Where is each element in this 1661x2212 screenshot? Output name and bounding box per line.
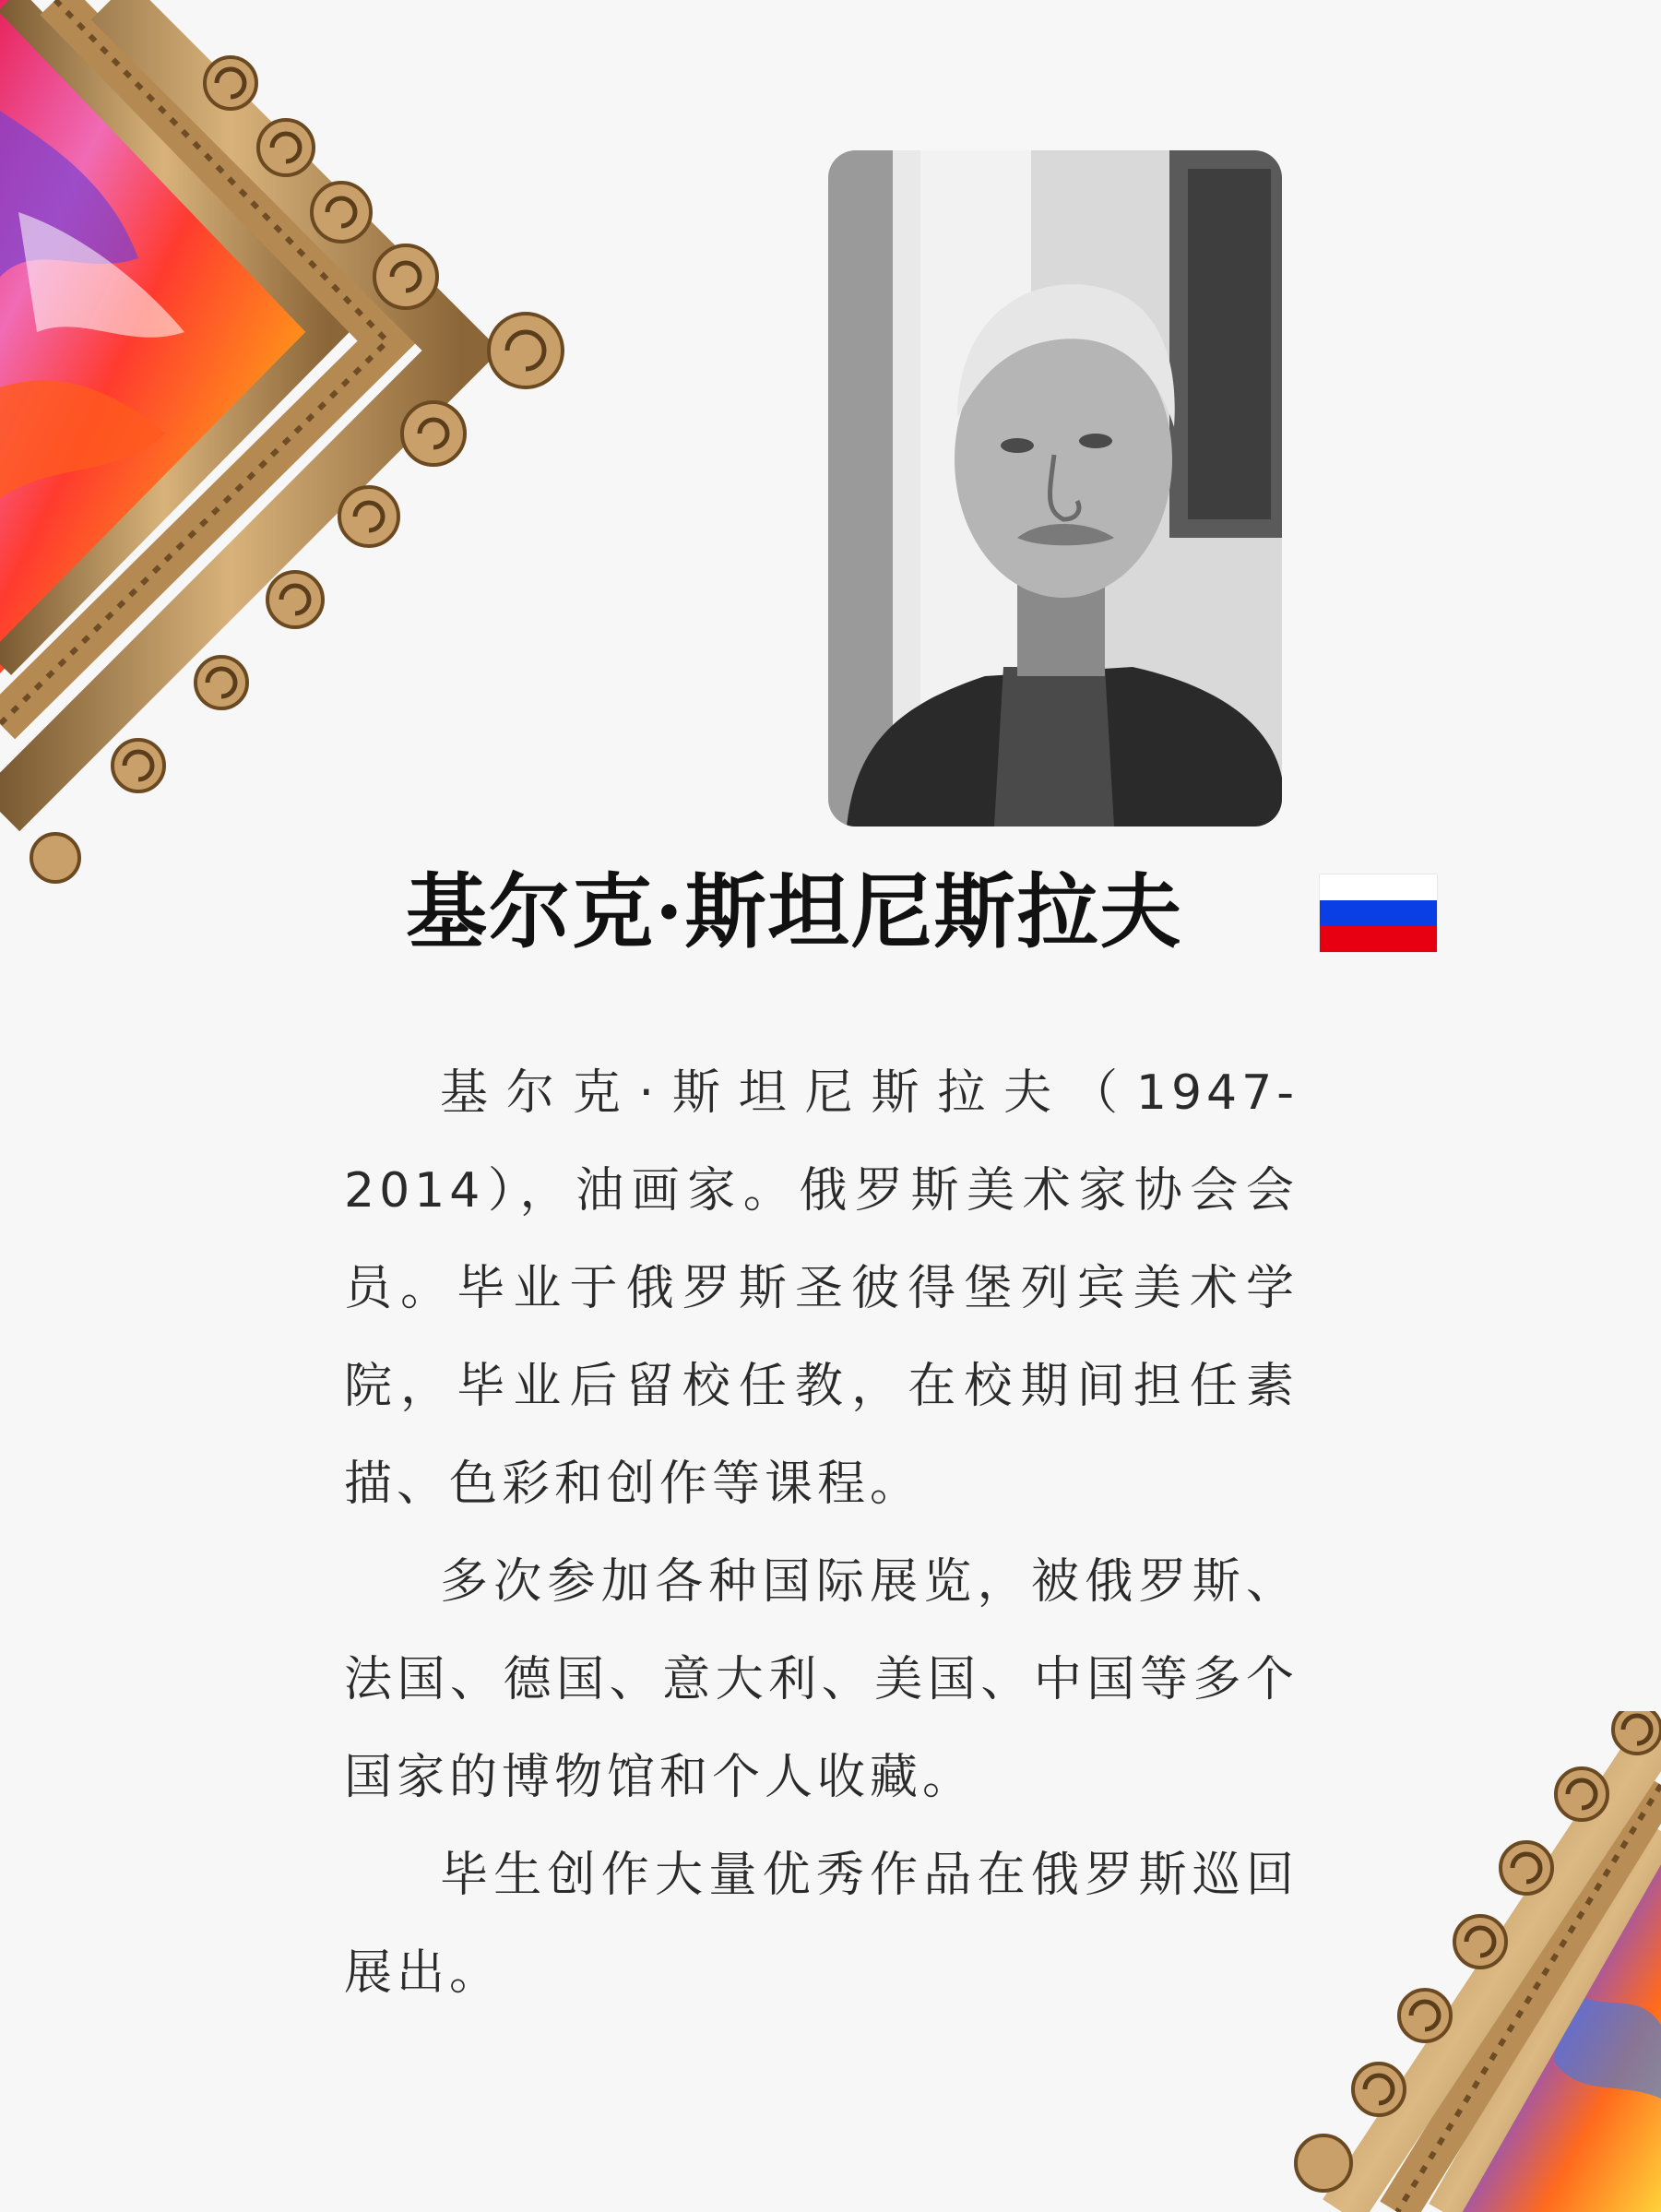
russia-flag-icon [1320, 874, 1437, 952]
ornate-frame-bottom-right [1287, 1711, 1661, 2212]
ornate-gilded-frame-icon [1287, 1711, 1661, 2212]
bio-paragraph: 基尔克·斯坦尼斯拉夫（1947-2014），油画家。俄罗斯美术家协会会员。毕业于俄罗斯圣彼得堡列宾美术学院，毕业后留校任教，在校期间担任素描、色彩和创作等课程。 [344, 1065, 1299, 1512]
bio-paragraph: 多次参加各种国际展览，被俄罗斯、法国、德国、意大利、美国、中国等多个国家的博物馆和个人收藏。 [344, 1554, 1299, 1805]
flag-band-white [1320, 874, 1437, 900]
artist-name-heading: 基尔克·斯坦尼斯拉夫 [406, 863, 1183, 959]
artist-biography [344, 1044, 1299, 2022]
ornate-frame-top-left [0, 0, 590, 959]
flag-band-blue [1320, 900, 1437, 926]
bio-paragraph: 毕生创作大量优秀作品在俄罗斯巡回展出。 [344, 1848, 1299, 2001]
ornate-gilded-frame-icon [0, 0, 590, 959]
flag-band-red [1320, 926, 1437, 952]
artist-portrait [828, 150, 1282, 827]
artist-portrait-photo-icon [828, 150, 1282, 827]
